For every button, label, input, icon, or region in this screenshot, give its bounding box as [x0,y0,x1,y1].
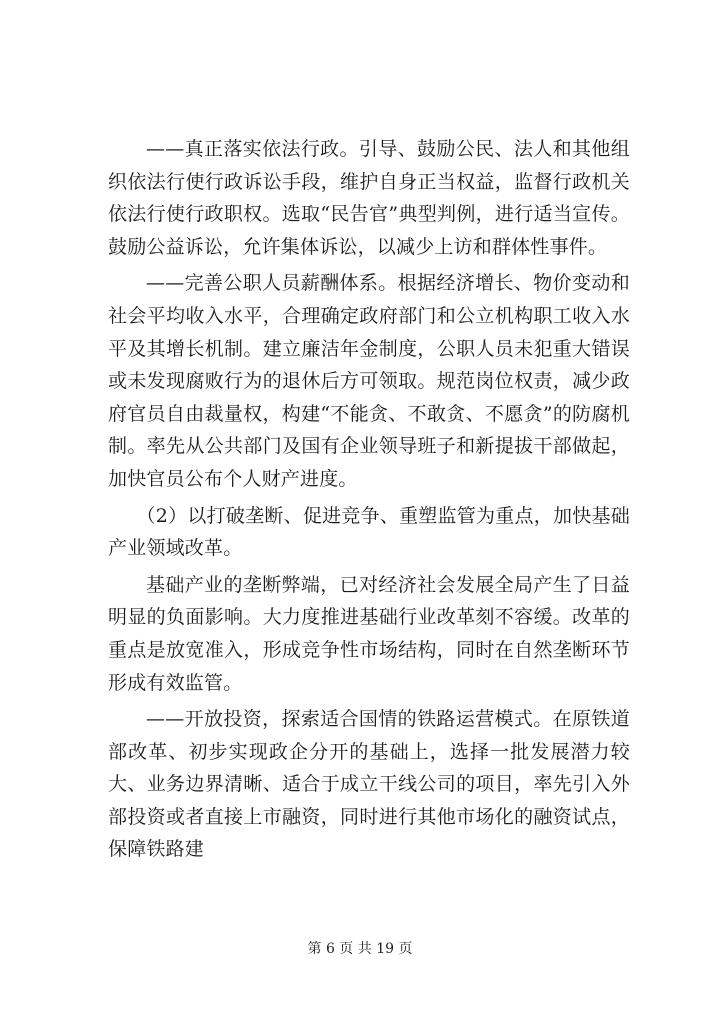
paragraph-infrastructure: 基础产业的垄断弊端，已对经济社会发展全局产生了日益明显的负面影响。大力度推进基础行业改革刻不容缓。改革的重点是放宽准入，形成竞争性市场结构，同时在自然垄断环节形成有效监管。 [108,573,630,694]
document-body [108,133,630,870]
paragraph-salary-system: ——完善公职人员薪酬体系。根据经济增长、物价变动和社会平均收入水平，合理确定政府部门和公立机构职工收入水平及其增长机制。建立廉洁年金制度，公职人员未犯重大错误或未发现腐败行为的退休后方可领取。规范岗位权责，减少政府官员自由裁量权，构建“不能贪、不敢贪、不愿贪”的防腐机制。率先从公共部门及国有企业领导班子和新提拔干部做起，加快官员公布个人财产进度。 [108,272,630,490]
page-number-footer: 第 6 页 共 19 页 [307,941,413,957]
paragraph-rule-of-law: ——真正落实依法行政。引导、鼓励公民、法人和其他组织依法行使行政诉讼手段，维护自身正当权益，监督行政机关依法行使行政职权。选取“民告官”典型判例，进行适当宣传。鼓励公益诉讼，允许集体诉讼，以减少上访和群体性事件。 [108,138,630,258]
paragraph-section-heading: （2）以打破垄断、促进竞争、重塑监管为重点，加快基础产业领域改革。 [108,504,630,560]
paragraph-railway: ——开放投资，探索适合国情的铁路运营模式。在原铁道部改革、初步实现政企分开的基础上，选择一批发展潜力较大、业务边界清晰、适合于成立干线公司的项目，率先引入外部投资或者直接上市融资，同时进行其他市场化的融资试点，保障铁路建 [108,708,630,861]
